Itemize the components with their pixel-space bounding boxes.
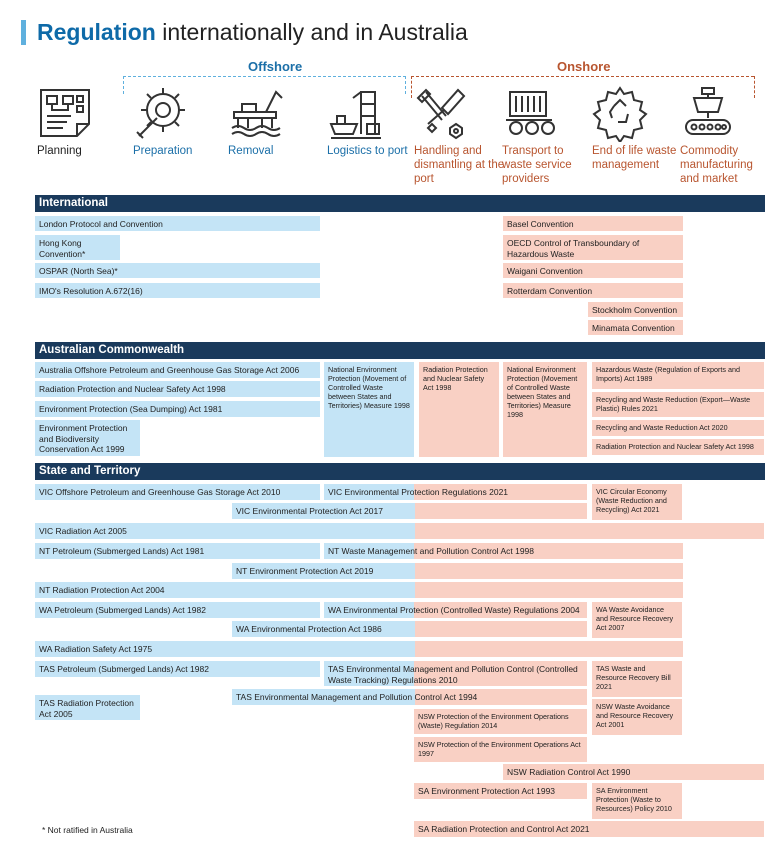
conveyor-machine-icon <box>680 84 736 142</box>
intl-ospar: OSPAR (North Sea)* <box>35 263 320 278</box>
st-wa-waste: WA Waste Avoidance and Resource Recovery Act 2007 <box>592 602 682 638</box>
cw-radiation-right: Radiation Protection and Nuclear Safety Act 1998 <box>592 439 764 455</box>
offshore-platform-icon <box>228 84 284 142</box>
section-state: State and Territory <box>35 463 765 480</box>
st-nt-radiation: NT Radiation Protection Act 2004 <box>35 582 683 598</box>
st-sa-radiation: SA Radiation Protection and Control Act 2021 <box>414 821 764 837</box>
cw-recycling-act: Recycling and Waste Reduction Act 2020 <box>592 420 764 436</box>
st-wa-petroleum: WA Petroleum (Submerged Lands) Act 1982 <box>35 602 320 618</box>
stage-end-of-life <box>592 84 684 172</box>
stage-label: End of life waste management <box>592 145 677 171</box>
st-vic-offshore: VIC Offshore Petroleum and Greenhouse Gas Storage Act 2010 <box>35 484 320 500</box>
stage-logistics <box>327 84 419 158</box>
intl-london: London Protocol and Convention <box>35 216 320 231</box>
offshore-bracket <box>123 76 406 77</box>
st-tas-env-act: TAS Environmental Management and Pollution Control Act 1994 <box>232 689 587 705</box>
offshore-label: Offshore <box>248 59 303 74</box>
cw-sea-dumping: Environment Protection (Sea Dumping) Act 1981 <box>35 401 320 417</box>
stage-transport <box>502 84 594 186</box>
st-tas-waste: TAS Waste and Resource Recovery Bill 2021 <box>592 661 682 697</box>
st-nt-petroleum: NT Petroleum (Submerged Lands) Act 1981 <box>35 543 320 559</box>
title-accent-word: Regulation <box>37 19 156 45</box>
stage-label: Removal <box>228 145 274 157</box>
intl-basel: Basel Convention <box>503 216 683 231</box>
cw-epbc: Environment Protection and Biodiversity Conservation Act 1999 <box>35 420 140 456</box>
st-nsw-act: NSW Protection of the Environment Operations Act 1997 <box>414 737 587 762</box>
st-sa-env: SA Environment Protection Act 1993 <box>414 783 587 799</box>
stage-label: Logistics to port <box>327 145 408 157</box>
st-vic-env-act: VIC Environmental Protection Act 2017 <box>232 503 587 519</box>
title-accent-bar <box>21 20 26 45</box>
intl-hongkong: Hong Kong Convention* <box>35 235 120 260</box>
page-title <box>37 19 468 46</box>
st-vic-circular: VIC Circular Economy (Waste Reduction and Recycling) Act 2021 <box>592 484 682 520</box>
intl-minamata: Minamata Convention <box>588 320 683 335</box>
cw-aus-offshore: Australia Offshore Petroleum and Greenhouse Gas Storage Act 2006 <box>35 362 320 378</box>
intl-stockholm: Stockholm Convention <box>588 302 683 317</box>
section-commonwealth: Australian Commonwealth <box>35 342 765 359</box>
title-rest: internationally and in Australia <box>155 19 468 45</box>
st-nsw-regs: NSW Protection of the Environment Operations (Waste) Regulation 2014 <box>414 709 587 734</box>
stage-label: Transport to waste service providers <box>502 145 572 185</box>
st-sa-policy: SA Environment Protection (Waste to Resources) Policy 2010 <box>592 783 682 819</box>
stage-handling <box>414 84 506 186</box>
intl-oecd: OECD Control of Transboundary of Hazardous Waste <box>503 235 683 260</box>
st-wa-env-regs: WA Environmental Protection (Controlled Waste) Regulations 2004 <box>324 602 587 618</box>
onshore-label: Onshore <box>557 59 611 74</box>
onshore-bracket <box>411 76 754 77</box>
st-tas-radiation: TAS Radiation Protection Act 2005 <box>35 695 140 720</box>
st-wa-radiation: WA Radiation Safety Act 1975 <box>35 641 683 657</box>
st-tas-petroleum: TAS Petroleum (Submerged Lands) Act 1982 <box>35 661 320 677</box>
stage-label: Planning <box>37 145 82 157</box>
stage-planning <box>37 84 129 158</box>
rail-wagon-icon <box>502 84 558 142</box>
st-nt-env: NT Environment Protection Act 2019 <box>232 563 683 579</box>
cw-radiation-mid: Radiation Protection and Nuclear Safety Act 1998 <box>419 362 499 457</box>
st-vic-env-regs: VIC Environmental Protection Regulations 2021 <box>324 484 587 500</box>
stage-label: Preparation <box>133 145 193 157</box>
cw-nepm-pink: National Environment Protection (Movement of Controlled Waste between States and Territories) Measure 1998 <box>503 362 587 457</box>
section-international: International <box>35 195 765 212</box>
st-nsw-waste: NSW Waste Avoidance and Resource Recovery Act 2001 <box>592 699 682 735</box>
bolts-nuts-icon <box>414 84 470 142</box>
stage-removal <box>228 84 320 158</box>
stage-label: Commodity manufacturing and market <box>680 145 753 185</box>
intl-rotterdam: Rotterdam Convention <box>503 283 683 298</box>
port-crane-ship-icon <box>327 84 383 142</box>
intl-waigani: Waigani Convention <box>503 263 683 278</box>
stage-commodity <box>680 84 772 186</box>
recycle-gear-icon <box>592 84 648 142</box>
st-tas-env-regs: TAS Environmental Management and Pollution Control (Controlled Waste Tracking) Regulations 2010 <box>324 661 587 686</box>
cw-radiation-left: Radiation Protection and Nuclear Safety Act 1998 <box>35 381 320 397</box>
cw-hazardous: Hazardous Waste (Regulation of Exports and Imports) Act 1989 <box>592 362 764 389</box>
st-nt-waste: NT Waste Management and Pollution Control Act 1998 <box>324 543 683 559</box>
cw-recycling-rules: Recycling and Waste Reduction (Export—Waste Plastic) Rules 2021 <box>592 392 764 417</box>
st-nsw-radiation: NSW Radiation Control Act 1990 <box>503 764 764 780</box>
stage-label: Handling and dismantling at the port <box>414 145 505 185</box>
intl-imo: IMO's Resolution A.672(16) <box>35 283 320 298</box>
cw-nepm-blue: National Environment Protection (Movement of Controlled Waste between States and Territories) Measure 1998 <box>324 362 414 457</box>
footnote: * Not ratified in Australia <box>42 825 133 835</box>
gear-wrench-icon <box>133 84 189 142</box>
st-vic-radiation: VIC Radiation Act 2005 <box>35 523 764 539</box>
planning-board-icon <box>37 84 93 142</box>
stage-preparation <box>133 84 225 158</box>
st-wa-env-act: WA Environmental Protection Act 1986 <box>232 621 587 637</box>
